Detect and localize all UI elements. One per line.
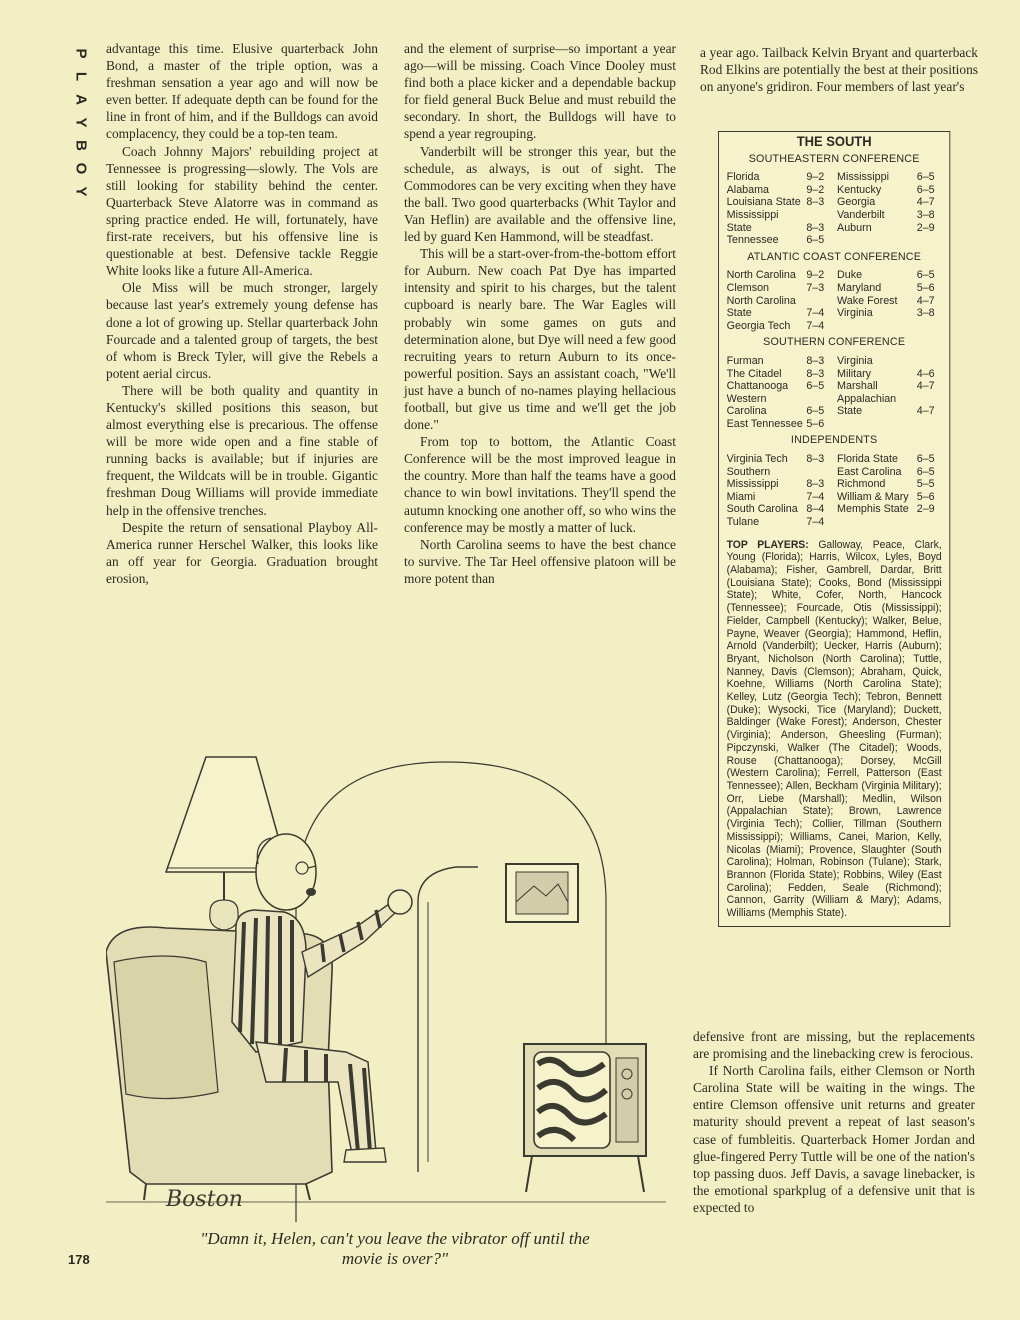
team-standing-row bbox=[837, 380, 942, 393]
television-controls bbox=[616, 1058, 638, 1142]
team-name: East Carolina bbox=[837, 465, 902, 478]
article-paragraph: North Carolina seems to have the best chance to survive. The Tar Heel offensive platoon will be more potent than bbox=[404, 536, 676, 586]
team-record: 2–9 bbox=[916, 221, 935, 234]
team-standing-row bbox=[727, 355, 832, 368]
conference-standings bbox=[727, 171, 942, 247]
article-paragraph: Ole Miss will be much stronger, largely because last year's extremely young defense has done a lot of growing up. Stellar quarterback John Fourcade and a talented group of targets, the best of whom is Breck Tyler, will give the Rebels a potent aerial circus. bbox=[106, 280, 378, 381]
team-standing-row bbox=[837, 355, 942, 380]
article-column-1 bbox=[106, 40, 378, 587]
team-name: Alabama bbox=[726, 183, 770, 196]
team-record: 9–2 bbox=[806, 269, 825, 282]
conference-title: SOUTHERN CONFERENCE bbox=[763, 336, 906, 349]
team-name: East Tennessee bbox=[726, 417, 803, 430]
team-name: Wake Forest bbox=[837, 294, 898, 307]
masthead-letter: A bbox=[72, 94, 90, 105]
television-leg bbox=[526, 1156, 532, 1192]
team-record: 6–5 bbox=[806, 234, 825, 247]
cartoon-caption: "Damn it, Helen, can't you leave the vibrator off until the movie is over?" bbox=[200, 1229, 590, 1268]
team-name: Western Carolina bbox=[726, 392, 767, 418]
team-name: The Citadel bbox=[726, 367, 782, 380]
team-record: 5–5 bbox=[916, 478, 935, 491]
team-name: Louisiana State bbox=[726, 196, 801, 209]
article-paragraph: Vanderbilt will be stronger this year, but the schedule, as always, is out of sight. The Commodores can be very exciting when they have the ball. Two good quarterbacks (Whit Taylor and Van Heflin) are available and the offensive line, led by guard Ken Hammond, will be steadfast. bbox=[404, 143, 676, 245]
team-record: 7–4 bbox=[806, 490, 825, 503]
conference-title: SOUTHEASTERN CONFERENCE bbox=[748, 152, 920, 165]
team-record: 9–2 bbox=[806, 183, 825, 196]
conference-standings bbox=[727, 269, 942, 332]
article-column-2 bbox=[404, 40, 676, 587]
standings-box bbox=[718, 131, 950, 927]
team-standing-row bbox=[727, 368, 832, 381]
team-record: 6–5 bbox=[916, 465, 935, 478]
team-standing-row bbox=[727, 516, 832, 529]
team-standing-row bbox=[837, 222, 942, 235]
masthead-letter: O bbox=[72, 162, 90, 175]
lamp-base bbox=[210, 900, 238, 930]
team-standing-row bbox=[837, 295, 942, 308]
team-record: 5–6 bbox=[916, 281, 935, 294]
team-standing-row bbox=[727, 453, 832, 466]
standings-column bbox=[837, 355, 942, 431]
team-name: Georgia Tech bbox=[726, 319, 791, 332]
article-paragraph: a year ago. Tailback Kelvin Bryant and quarterback Rod Elkins are potentially the best at their positions on anyone's gridiron. Four members of last year's bbox=[700, 45, 978, 95]
team-standing-row bbox=[727, 418, 832, 431]
team-standing-row bbox=[727, 320, 832, 333]
masthead-letter: B bbox=[72, 140, 90, 151]
team-name: Tennessee bbox=[726, 234, 779, 247]
team-standing-row bbox=[727, 184, 832, 197]
team-record: 6–5 bbox=[806, 380, 825, 393]
team-standing-row bbox=[837, 282, 942, 295]
conference-title: INDEPENDENTS bbox=[790, 434, 878, 447]
team-name: Mississippi bbox=[837, 171, 889, 184]
conference-standings bbox=[727, 355, 942, 431]
team-record: 4–7 bbox=[916, 380, 935, 393]
team-record: 8–3 bbox=[806, 196, 825, 209]
conference-title: ATLANTIC COAST CONFERENCE bbox=[747, 250, 922, 263]
article-column-3-top bbox=[700, 44, 978, 95]
team-record: 6–5 bbox=[916, 183, 935, 196]
standings-title: THE SOUTH bbox=[796, 134, 872, 149]
article-paragraph: advantage this time. Elusive quarterback John Bond, a master of the triple option, was a freshman sensation a year ago and will now be even better. If adequate depth can be found for the line in front of him, and if the Bulldogs can avoid complacency, they could be a top-ten team. bbox=[106, 41, 378, 142]
team-record: 7–4 bbox=[806, 319, 825, 332]
team-standing-row bbox=[837, 491, 942, 504]
conference-standings bbox=[727, 453, 942, 529]
article-paragraph: and the element of surprise—so important a year ago—will be missing. Coach Vince Dooley must find both a place kicker and a dependable backup for field general Buck Belue and must rebuild the secondary. In short, the Bulldogs will have to spend a year regrouping. bbox=[404, 41, 676, 142]
standings-column bbox=[727, 269, 832, 332]
television-leg bbox=[638, 1156, 644, 1192]
team-standing-row bbox=[837, 478, 942, 491]
standings-column bbox=[837, 171, 942, 247]
team-record: 4–7 bbox=[916, 405, 935, 418]
team-name: William & Mary bbox=[837, 490, 909, 503]
team-name: Virginia bbox=[837, 307, 873, 320]
team-standing-row bbox=[837, 171, 942, 184]
team-name: Florida bbox=[726, 171, 760, 184]
team-name: Miami bbox=[726, 490, 756, 503]
team-standing-row bbox=[837, 196, 942, 209]
team-standing-row bbox=[727, 295, 832, 320]
slipper bbox=[344, 1148, 386, 1162]
team-record: 4–6 bbox=[916, 367, 935, 380]
team-standing-row bbox=[727, 466, 832, 491]
team-name: Southern Mississippi bbox=[726, 465, 779, 491]
team-standing-row bbox=[837, 269, 942, 282]
team-name: Maryland bbox=[837, 281, 882, 294]
team-name: Vanderbilt bbox=[837, 208, 885, 221]
team-record: 6–5 bbox=[916, 171, 935, 184]
team-record: 4–7 bbox=[916, 294, 935, 307]
team-name: North Carolina State bbox=[726, 294, 796, 320]
open-mouth bbox=[306, 888, 316, 896]
masthead-letter: P bbox=[72, 48, 90, 59]
top-players-list: Galloway, Peace, Clark, Young (Florida); Harris, Wilcox, Lyles, Boyd (Alabama); Fisher, Gambrell, Dardar, Britt (Louisiana State); Cooks, Bond (Mississippi State); White, Cofer, North, Hancock (Tennessee); Fourcade, Otis (Mississippi); Fielder, Campbell (Kentucky); Walker, Belue, Payne, Weaver (Georgia); Hammond, Heflin, Arnold (Vanderbilt); Uecker, Harris (Auburn); Bryant, Nicholson (North Carolina); Tuttle, Nanney, Davis (Clemson); Abraham, Quick, Koehne, Williams (North Carolina State); Kelley, Lutz (Georgia Tech); Tebron, Bennett (Duke); Wysocki, Tice (Maryland); Duckett, Baldinger (Wake Forest); Anderson, Chester (Virginia); Anderson, Gheesling (Furman); Pipczynski, Walker (The Citadel); Woods, Rouse (Chattanooga); Dorsey, McGill (Western Carolina); Ferrell, Patterson (East Tennessee); Allen, Beckham (Virginia Military); Orr, Liebe (Marshall); Medlin, Wilson (Appalachian State); Brown, Lawrence (Virginia Tech); Collier, Tillman (Southern Mississippi); Williams, Canei, Marion, Kelly, Nicolas (Miami); Provence, Slaughter (South Carolina); Holman, Robinson (Tulane); Stark, Brannon (Florida State); Robbins, Wiley (East Carolina); Fedden, Seale (Richmond); Cannon, Garrity (William & Mary); Adams, Williams (Memphis State). bbox=[726, 538, 942, 920]
article-column-3-bottom bbox=[693, 1028, 975, 1216]
top-players-label: TOP PLAYERS: bbox=[726, 538, 809, 551]
team-name: Virginia Military bbox=[837, 354, 873, 380]
artist-signature: Boston bbox=[166, 1187, 243, 1212]
team-name: Virginia Tech bbox=[726, 453, 788, 466]
team-name: Richmond bbox=[837, 478, 886, 491]
team-standing-row bbox=[727, 491, 832, 504]
standings-column bbox=[727, 453, 832, 529]
magazine-name-vertical bbox=[68, 42, 94, 203]
team-standing-row bbox=[727, 393, 832, 418]
team-record: 6–5 bbox=[916, 269, 935, 282]
team-name: Georgia bbox=[837, 196, 876, 209]
team-standing-row bbox=[837, 184, 942, 197]
team-record: 8–3 bbox=[806, 478, 825, 491]
team-record: 9–2 bbox=[806, 171, 825, 184]
article-paragraph: Coach Johnny Majors' rebuilding project at Tennessee is progressing—slowly. The Vols are still looking for stability behind the center. Quarterback Steve Alatorre was in command as spring practice ended. He will, fortunately, have first-rate receivers, but his offensive line is questionable at best. Defensive tackle Reggie White looks like a future All-America. bbox=[106, 143, 378, 279]
team-record: 6–5 bbox=[806, 405, 825, 418]
team-standing-row bbox=[837, 209, 942, 222]
cartoon-illustration bbox=[106, 752, 670, 1222]
masthead-letter: Y bbox=[72, 186, 90, 197]
team-name: Auburn bbox=[837, 221, 872, 234]
team-name: North Carolina bbox=[726, 269, 796, 282]
armchair-arm bbox=[114, 956, 218, 1099]
standings-column bbox=[727, 355, 832, 431]
team-record: 2–9 bbox=[916, 503, 935, 516]
team-record: 8–3 bbox=[806, 354, 825, 367]
team-name: South Carolina bbox=[726, 503, 798, 516]
team-standing-row bbox=[837, 466, 942, 479]
team-record: 4–7 bbox=[916, 196, 935, 209]
team-standing-row bbox=[727, 234, 832, 247]
page-number: 178 bbox=[68, 1252, 90, 1267]
article-paragraph: defensive front are missing, but the replacements are promising and the linebacking crew is ferocious. bbox=[693, 1029, 975, 1062]
team-record: 3–8 bbox=[916, 307, 935, 320]
article-paragraph: From top to bottom, the Atlantic Coast Conference will be the most improved league in the country. More than half the teams have a good chance to win bowl invitations. They'll spend the autumn knocking one another off, so who wins the conference may be mostly a matter of luck. bbox=[404, 434, 676, 535]
masthead-letter: Y bbox=[72, 117, 90, 128]
door-frame bbox=[418, 867, 478, 1172]
team-standing-row bbox=[727, 269, 832, 282]
article-paragraph: This will be a start-over-from-the-bottom effort for Auburn. New coach Pat Dye has imparted intensity and spirit to his charges, but the talent cupboard is nearly bare. The War Eagles will probably win some games on guts and determination alone, but Dye will need a few good recruiting years to return Auburn to its once-powerful position. Says an assistant coach, "We'll just have a bunch of no-names playing hellacious football, but give us time and we'll get the job done." bbox=[404, 246, 676, 433]
team-record: 8–3 bbox=[806, 453, 825, 466]
standings-column bbox=[837, 269, 942, 332]
chair-leg bbox=[306, 1184, 310, 1200]
article-paragraph: There will be both quality and quantity in Kentucky's skilled positions this season, but almost everything else is precarious. The offense will be more wide open and a fine stable of running backs is available; but if injuries are frequent, the Wildcats will be in trouble. Gigantic freshman Doug Williams will provide immediate help in the offensive trenches. bbox=[106, 382, 378, 518]
team-record: 7–4 bbox=[806, 307, 825, 320]
team-standing-row bbox=[727, 209, 832, 234]
article-paragraph: Despite the return of sensational Playboy All-America runner Herschel Walker, this looks like an off year for Georgia. Graduation brought erosion, bbox=[106, 519, 378, 586]
article-paragraph: If North Carolina fails, either Clemson or North Carolina State will be waiting in the wings. The entire Clemson offensive unit returns and greater maturity should prevent a repeat of last season's case of fumbleitis. Quarterback Homer Jordan and glue-fingered Perry Tuttle will be one of the nation's top passing duos. Jeff Davis, a savage linebacker, is the emotional sparkplug of a defensive unit that is expected to bbox=[693, 1063, 975, 1215]
team-standing-row bbox=[727, 282, 832, 295]
standings-column bbox=[837, 453, 942, 529]
team-name: Marshall bbox=[837, 380, 878, 393]
team-standing-row bbox=[837, 393, 942, 418]
team-name: Mississippi State bbox=[726, 208, 779, 234]
team-record: 8–4 bbox=[806, 503, 825, 516]
team-standing-row bbox=[837, 307, 942, 320]
team-standing-row bbox=[727, 171, 832, 184]
chair-leg bbox=[144, 1184, 146, 1200]
team-name: Duke bbox=[837, 269, 863, 282]
team-standing-row bbox=[727, 503, 832, 516]
team-record: 5–6 bbox=[916, 490, 935, 503]
team-name: Kentucky bbox=[837, 183, 882, 196]
team-record: 5–6 bbox=[806, 417, 825, 430]
team-name: Furman bbox=[726, 354, 764, 367]
team-name: Florida State bbox=[837, 453, 898, 466]
team-record: 6–5 bbox=[916, 453, 935, 466]
top-players-text bbox=[727, 539, 942, 920]
team-name: Appalachian State bbox=[837, 392, 897, 418]
raised-fist bbox=[388, 890, 412, 914]
team-record: 7–4 bbox=[806, 516, 825, 529]
conference-list bbox=[727, 153, 942, 529]
team-standing-row bbox=[837, 453, 942, 466]
team-name: Chattanooga bbox=[726, 380, 789, 393]
team-standing-row bbox=[727, 196, 832, 209]
team-standing-row bbox=[837, 503, 942, 516]
team-record: 3–8 bbox=[916, 208, 935, 221]
team-record: 8–3 bbox=[806, 367, 825, 380]
standings-column bbox=[727, 171, 832, 247]
masthead-letter: L bbox=[72, 71, 90, 82]
team-name: Memphis State bbox=[837, 503, 909, 516]
team-standing-row bbox=[727, 380, 832, 393]
team-name: Tulane bbox=[726, 516, 760, 529]
team-record: 7–3 bbox=[806, 281, 825, 294]
team-record: 8–3 bbox=[806, 221, 825, 234]
team-name: Clemson bbox=[726, 281, 770, 294]
